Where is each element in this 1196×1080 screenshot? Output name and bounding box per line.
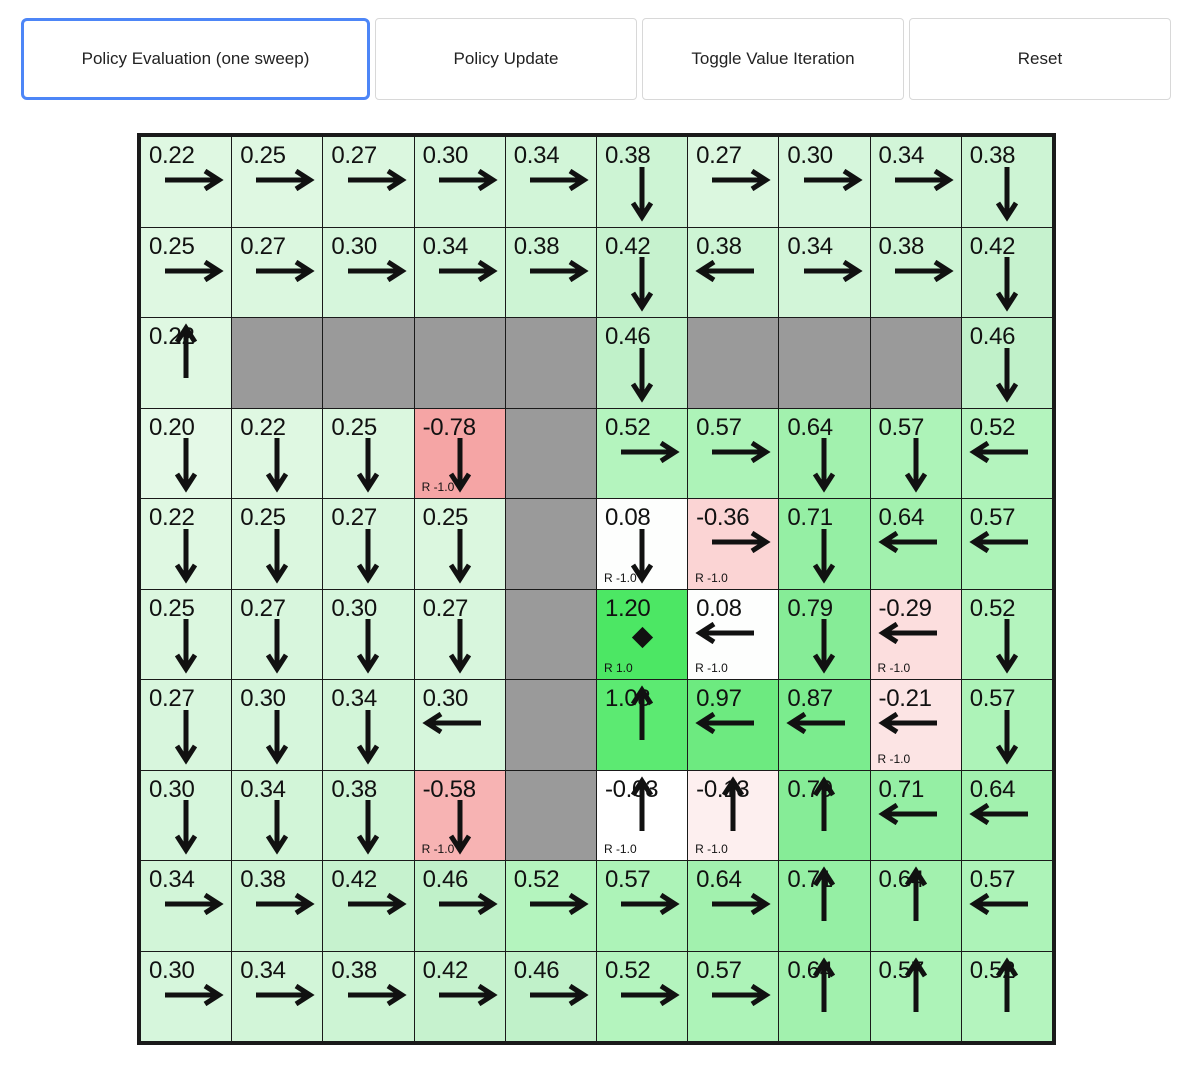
grid-cell-wall [505, 499, 596, 590]
grid-cell[interactable] [596, 770, 687, 861]
grid-cell[interactable] [323, 770, 414, 861]
cell-value: 0.27 [331, 142, 377, 169]
cell-value: 0.57 [878, 956, 925, 984]
goal-marker-icon [632, 627, 653, 648]
grid-row [141, 408, 1053, 499]
grid-cell[interactable] [141, 770, 232, 861]
grid-cell[interactable] [414, 861, 505, 952]
grid-cell[interactable] [414, 408, 505, 499]
grid-cell[interactable] [141, 499, 232, 590]
grid-cell[interactable] [596, 318, 687, 409]
cell-value: 0.64 [787, 956, 833, 984]
cell-value: 0.27 [696, 142, 742, 169]
grid-row [141, 770, 1053, 861]
cell-value: 0.52 [604, 413, 651, 441]
grid-cell[interactable] [779, 770, 870, 861]
cell-value: 0.46 [604, 323, 651, 350]
grid-cell[interactable] [323, 951, 414, 1042]
cell-reward-label: R -1.0 [695, 661, 728, 675]
cell-value: -0.03 [604, 775, 659, 803]
cell-value: 0.71 [878, 775, 925, 803]
grid-row [141, 318, 1053, 409]
cell-value: 0.38 [696, 232, 742, 260]
grid-cell[interactable] [596, 951, 687, 1042]
grid-cell[interactable] [141, 680, 232, 771]
cell-value: 0.46 [513, 956, 560, 984]
cell-value: 0.22 [149, 504, 195, 531]
policy-update-button[interactable]: Policy Update [375, 18, 637, 100]
grid-cell[interactable] [779, 951, 870, 1042]
toolbar [21, 18, 1171, 100]
cell-value: -0.78 [422, 413, 476, 441]
grid-cell[interactable] [779, 408, 870, 499]
grid-cell[interactable] [323, 680, 414, 771]
cell-value: 0.38 [878, 232, 925, 260]
cell-value: 0.27 [240, 594, 286, 622]
cell-value: 0.25 [149, 594, 195, 622]
grid-cell[interactable] [323, 137, 414, 228]
cell-value: 0.30 [787, 142, 833, 169]
grid-cell[interactable] [870, 137, 961, 228]
cell-value: 0.52 [604, 956, 651, 984]
cell-value: 0.30 [331, 232, 377, 260]
cell-value: 0.30 [240, 685, 286, 712]
grid-cell[interactable] [323, 861, 414, 952]
cell-value: 0.25 [331, 413, 377, 441]
cell-value: 0.34 [513, 142, 560, 169]
grid-cell[interactable] [870, 680, 961, 771]
grid-cell[interactable] [961, 227, 1052, 318]
grid-cell[interactable] [232, 137, 323, 228]
grid-cell[interactable] [141, 137, 232, 228]
cell-value: 0.22 [149, 142, 195, 169]
cell-reward-label: R -1.0 [695, 570, 728, 585]
cell-value: 0.64 [969, 775, 1016, 803]
grid-cell[interactable] [779, 227, 870, 318]
grid-cell[interactable] [505, 951, 596, 1042]
cell-value: -0.36 [696, 504, 750, 531]
grid-cell[interactable] [505, 227, 596, 318]
cell-value: 0.22 [149, 323, 195, 350]
cell-value: 0.42 [331, 866, 377, 893]
cell-value: 0.52 [969, 594, 1016, 622]
cell-value: 0.34 [240, 775, 286, 803]
grid-cell[interactable] [779, 499, 870, 590]
grid-cell[interactable] [596, 408, 687, 499]
cell-value: 0.34 [787, 232, 833, 260]
cell-value: 0.71 [787, 504, 833, 531]
grid-cell[interactable] [870, 408, 961, 499]
cell-value: -0.13 [696, 775, 750, 803]
grid-cell[interactable] [232, 951, 323, 1042]
cell-value: 0.64 [696, 866, 742, 893]
grid-cell[interactable] [232, 770, 323, 861]
cell-value: 0.08 [696, 594, 742, 622]
grid-cell[interactable] [779, 137, 870, 228]
cell-value: 0.27 [331, 504, 377, 531]
grid-row [141, 589, 1053, 680]
cell-value: 0.30 [149, 775, 195, 803]
grid-cell-wall [505, 408, 596, 499]
grid-row [141, 861, 1053, 952]
cell-value: 0.34 [331, 685, 377, 712]
grid-cell[interactable] [141, 227, 232, 318]
grid-cell[interactable] [961, 137, 1052, 228]
grid-cell-wall [505, 680, 596, 771]
grid-cell-wall [505, 589, 596, 680]
grid-cell[interactable] [141, 408, 232, 499]
grid-cell[interactable] [323, 227, 414, 318]
cell-value: 0.57 [604, 866, 651, 893]
grid-cell[interactable] [414, 499, 505, 590]
cell-value: 0.38 [604, 142, 651, 169]
grid-cell[interactable] [414, 951, 505, 1042]
grid-row [141, 227, 1053, 318]
cell-value: 0.38 [331, 956, 377, 984]
cell-reward-label: R -1.0 [877, 661, 911, 675]
grid-cell[interactable] [961, 589, 1052, 680]
cell-value: 0.52 [513, 866, 560, 893]
cell-value: 0.38 [969, 142, 1016, 169]
grid-cell[interactable] [596, 499, 687, 590]
grid-cell[interactable] [870, 951, 961, 1042]
cell-reward-label: R -1.0 [421, 842, 455, 856]
reset-button[interactable]: Reset [909, 18, 1171, 100]
cell-value: 1.20 [604, 594, 651, 622]
cell-value: 0.71 [787, 866, 833, 893]
cell-value: 0.27 [240, 232, 286, 260]
cell-value: 0.27 [422, 594, 469, 622]
grid-cell[interactable] [596, 680, 687, 771]
cell-value: 0.34 [878, 142, 925, 169]
grid-cell[interactable] [232, 680, 323, 771]
toggle-value-iteration-button[interactable]: Toggle Value Iteration [642, 18, 904, 100]
grid-cell[interactable] [505, 861, 596, 952]
cell-value: 0.79 [787, 594, 833, 622]
grid-cell-wall [688, 318, 779, 409]
cell-value: 0.25 [240, 504, 286, 531]
grid-cell-wall [505, 318, 596, 409]
grid-cell[interactable] [688, 499, 779, 590]
cell-value: 0.30 [422, 142, 469, 169]
grid-cell[interactable] [870, 589, 961, 680]
cell-reward-label: R -1.0 [877, 751, 911, 766]
grid-cell[interactable] [323, 499, 414, 590]
grid-cell[interactable] [141, 589, 232, 680]
cell-value: -0.29 [878, 594, 932, 622]
cell-value: 0.34 [240, 956, 286, 984]
grid-cell[interactable] [505, 137, 596, 228]
cell-value: 1.08 [604, 685, 651, 712]
cell-value: 0.27 [149, 685, 195, 712]
cell-value: 0.42 [422, 956, 469, 984]
grid-cell[interactable] [141, 318, 232, 409]
grid-cell[interactable] [232, 408, 323, 499]
grid-cell-wall [505, 770, 596, 861]
grid-cell[interactable] [688, 680, 779, 771]
grid-cell-wall [779, 318, 870, 409]
grid-cell[interactable] [961, 499, 1052, 590]
grid-cell[interactable] [232, 499, 323, 590]
cell-value: 0.57 [969, 866, 1016, 893]
grid-cell[interactable] [688, 137, 779, 228]
cell-value: 0.42 [604, 232, 651, 260]
grid-cell[interactable] [596, 227, 687, 318]
cell-value: 0.52 [969, 413, 1016, 441]
grid-cell[interactable] [870, 227, 961, 318]
grid-cell-wall [414, 318, 505, 409]
grid-cell[interactable] [141, 951, 232, 1042]
grid-cell[interactable] [688, 951, 779, 1042]
cell-value: 0.30 [422, 685, 469, 712]
cell-value: 0.57 [696, 956, 742, 984]
grid-cell[interactable] [779, 861, 870, 952]
cell-value: 0.64 [787, 413, 833, 441]
grid-cell[interactable] [870, 770, 961, 861]
cell-value: 0.46 [969, 323, 1016, 350]
cell-reward-label: R -1.0 [695, 842, 728, 856]
cell-value: -0.21 [878, 685, 932, 712]
grid-cell[interactable] [779, 680, 870, 771]
grid-row [141, 951, 1053, 1042]
cell-value: 0.64 [878, 866, 925, 893]
grid-cell[interactable] [688, 589, 779, 680]
grid-cell[interactable] [414, 680, 505, 771]
gridworld [137, 133, 1056, 1045]
cell-value: 0.08 [604, 504, 651, 531]
cell-value: 0.34 [422, 232, 469, 260]
grid-cell[interactable] [779, 589, 870, 680]
grid-cell[interactable] [961, 861, 1052, 952]
grid-row [141, 499, 1053, 590]
cell-value: 0.64 [878, 504, 925, 531]
cell-value: 0.97 [696, 685, 742, 712]
cell-value: 0.30 [149, 956, 195, 984]
cell-reward-label: R -1.0 [603, 570, 637, 585]
grid-cell[interactable] [961, 770, 1052, 861]
cell-reward-label: R 1.0 [603, 661, 633, 675]
cell-value: 0.25 [149, 232, 195, 260]
grid-cell[interactable] [961, 951, 1052, 1042]
cell-value: 0.30 [331, 594, 377, 622]
grid-cell[interactable] [323, 408, 414, 499]
cell-value: 0.52 [969, 956, 1016, 984]
cell-value: 0.38 [513, 232, 560, 260]
grid-cell[interactable] [688, 861, 779, 952]
grid-cell[interactable] [232, 227, 323, 318]
cell-value: 0.46 [422, 866, 469, 893]
cell-value: 0.25 [422, 504, 469, 531]
grid-cell[interactable] [596, 861, 687, 952]
grid-cell[interactable] [232, 589, 323, 680]
grid-cell[interactable] [414, 770, 505, 861]
grid-cell[interactable] [961, 680, 1052, 771]
grid-cell[interactable] [414, 137, 505, 228]
cell-value: 0.57 [696, 413, 742, 441]
grid-cell[interactable] [141, 861, 232, 952]
grid-cell[interactable] [688, 227, 779, 318]
policy-evaluation-button[interactable]: Policy Evaluation (one sweep) [21, 18, 370, 100]
grid-cell[interactable] [596, 589, 687, 680]
cell-value: 0.57 [969, 504, 1016, 531]
grid-cell[interactable] [414, 589, 505, 680]
grid-cell[interactable] [414, 227, 505, 318]
grid-cell[interactable] [870, 499, 961, 590]
cell-value: 0.87 [787, 685, 833, 712]
grid-cell[interactable] [596, 137, 687, 228]
grid-row [141, 680, 1053, 771]
cell-value: 0.22 [240, 413, 286, 441]
cell-reward-label: R -1.0 [603, 842, 637, 856]
grid-cell[interactable] [323, 589, 414, 680]
cell-value: 0.38 [331, 775, 377, 803]
cell-value: 0.79 [787, 775, 833, 803]
cell-reward-label: R -1.0 [421, 480, 455, 494]
grid-cell[interactable] [961, 408, 1052, 499]
cell-value: 0.25 [240, 142, 286, 169]
cell-value: 0.34 [149, 866, 195, 893]
grid-cell[interactable] [232, 861, 323, 952]
cell-value: 0.20 [149, 413, 195, 441]
grid-cell[interactable] [688, 408, 779, 499]
grid-cell[interactable] [961, 318, 1052, 409]
grid-cell[interactable] [870, 861, 961, 952]
cell-value: 0.38 [240, 866, 286, 893]
grid-row [141, 137, 1053, 228]
grid-cell[interactable] [688, 770, 779, 861]
cell-value: 0.57 [969, 685, 1016, 712]
cell-value: -0.58 [422, 775, 476, 803]
gridworld-table [140, 136, 1053, 1042]
cell-value: 0.57 [878, 413, 925, 441]
cell-value: 0.42 [969, 232, 1016, 260]
grid-cell-wall [870, 318, 961, 409]
grid-cell-wall [323, 318, 414, 409]
grid-cell-wall [232, 318, 323, 409]
